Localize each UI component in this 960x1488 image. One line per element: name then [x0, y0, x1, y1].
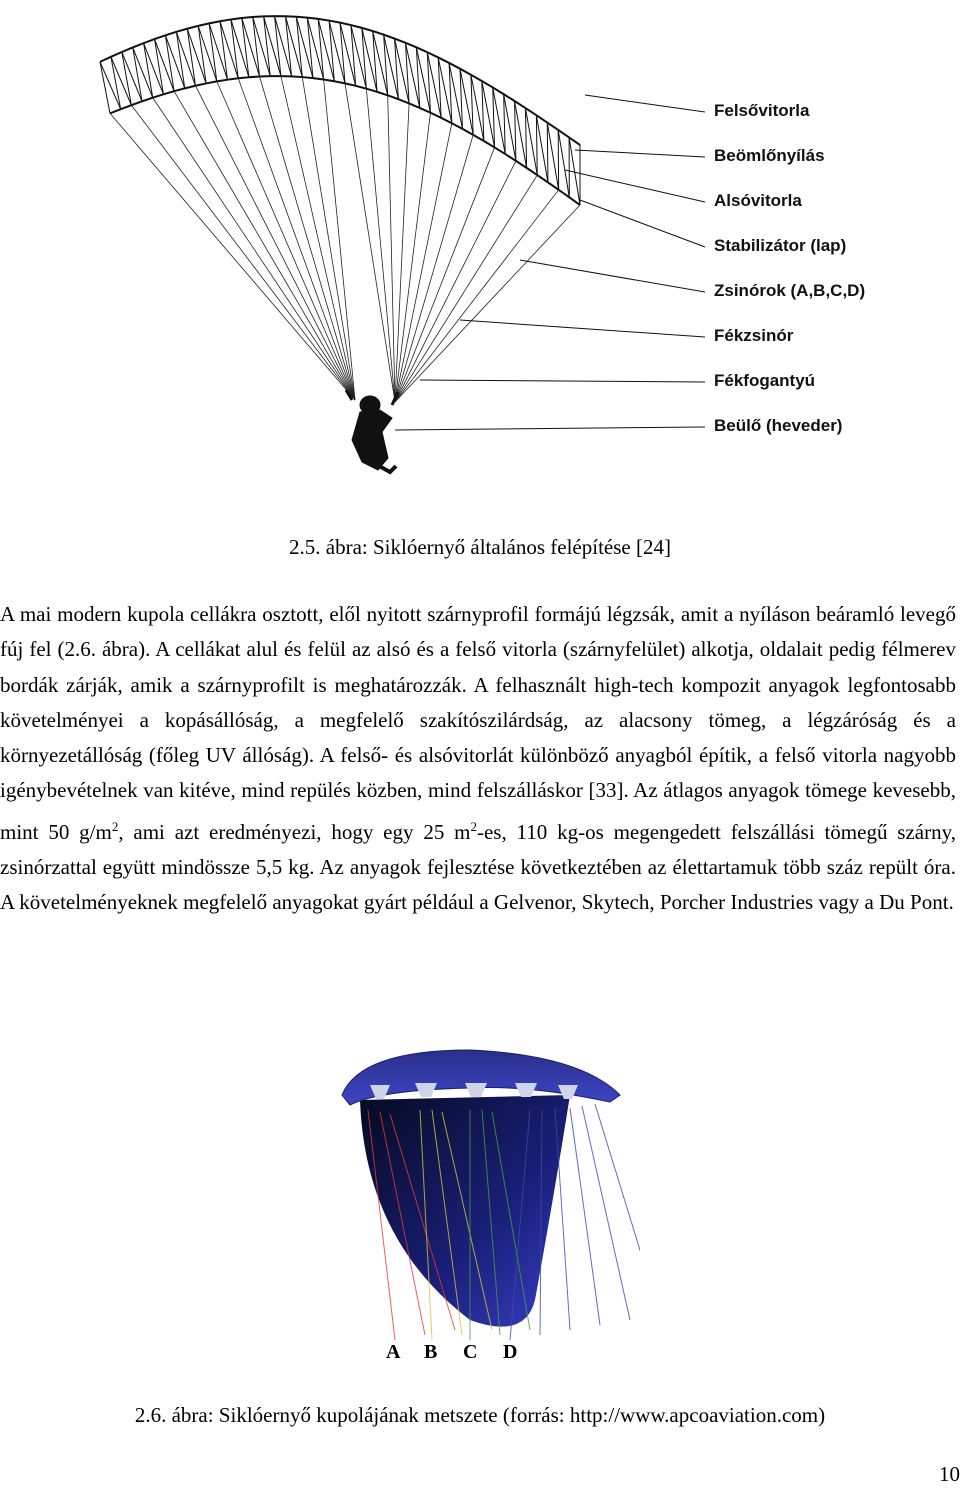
suspension-line [395, 161, 516, 402]
canopy-diagonal [187, 29, 206, 84]
label-felsovitorla: Felsővitorla [714, 101, 810, 120]
canopy-rib [100, 62, 110, 113]
suspension-line [195, 86, 355, 400]
canopy-diagonal [176, 32, 195, 86]
suspension-line [395, 175, 537, 402]
label-pointer [565, 170, 705, 202]
suspension-line [395, 190, 559, 402]
canopy-diagonal [558, 130, 569, 197]
canopy-rib [122, 52, 132, 105]
canopy-rib [231, 19, 238, 78]
canopy-rib [536, 115, 537, 175]
body-paragraph [0, 597, 956, 921]
canopy-diagonal [220, 21, 238, 78]
canopy-rib [144, 43, 153, 98]
suspension-line [395, 103, 409, 402]
suspension-line [238, 78, 355, 400]
superscript-1: 2 [111, 818, 119, 834]
canopy-diagonal [242, 18, 260, 76]
label-pointer [460, 320, 705, 337]
label-fekzsinor: Fékzsinór [714, 326, 794, 345]
label-beulo: Beülő (heveder) [714, 416, 843, 435]
figure1-caption: 2.5. ábra: Siklóernyő általános felépítése [24] [289, 535, 671, 559]
canopy-diagonal [515, 101, 527, 168]
canopy-diagonal [275, 16, 292, 76]
label-beomlonyilas: Beömlőnyílás [714, 146, 825, 165]
label-stabilizator: Stabilizátor (lap) [714, 236, 847, 255]
suspension-line [388, 95, 395, 402]
canopy-rib [111, 57, 121, 109]
canopy-rib [220, 21, 228, 79]
suspension-line [153, 98, 355, 400]
body-text-part1: A mai modern kupola cellákra osztott, elől nyitott szárnyprofil formájú légzsák, amit a nyíláson beáramló levegő fúj fel (2.6. ábra). A cellákat alul és felül az alsó és a felső vitorla (szárnyfelület) alkotja, oldalait pedig félmerev bordák zárják, amik a szárnyprofilt is meghatározzák. A felhasznált high-tech kompozit anyagok legfontosabb követelményei a kopásállóság, a megfelelő szakítószilárdság, az alacsony tömeg, a légzáróság és a környezetállóság (főleg UV állóság). A felső- és alsóvitorlát különböző anyagból építik, a felső vitorla nagyobb igénybevételnek van kitéve, mind repülés közben, mind felszálláskor [33]. Az átlagos anyagok tömege kevesebb, mint 50 g/m [0, 602, 956, 844]
suspension-line [395, 135, 473, 402]
label-alsovitorla: Alsóvitorla [714, 191, 802, 210]
canopy-diagonal [536, 115, 548, 182]
canopy-rib [547, 123, 548, 183]
page-number: 10 [939, 1462, 960, 1486]
suspension-line [260, 77, 355, 400]
suspension-line [302, 77, 355, 400]
label-pointer [420, 380, 705, 382]
canopy-rib [253, 17, 260, 76]
canopy-diagonal [547, 123, 558, 190]
canopy-line [570, 1108, 600, 1325]
body-text-part3: -es, 110 kg-os megengedett felszállási tömegű szárny, zsinórzattal együtt mindössze 5,5 kg. Az anyagok fejlesztése következtében az élettartamuk több száz repült óra. A követelményeknek megfelelő anyagokat gyárt például a Gelvenor, Skytech, Porcher Industries vagy a Du Pont. [0, 819, 956, 915]
suspension-line [324, 79, 355, 400]
suspension-line [395, 205, 580, 402]
line-letter-labels [386, 1341, 517, 1363]
canopy-cross-section-figure [320, 1040, 640, 1370]
canopy-rib [198, 26, 206, 84]
suspension-line [395, 123, 452, 402]
canopy-line [595, 1104, 640, 1315]
suspension-line [395, 147, 495, 402]
canopy-rib [275, 16, 281, 76]
canopy-diagonal [198, 26, 217, 82]
label-line-a: A [386, 1341, 401, 1363]
canopy-diagonal [165, 35, 184, 88]
canopy-diagonal [133, 47, 153, 97]
pilot-figure [346, 390, 398, 472]
label-pointer [520, 260, 705, 292]
label-pointer [575, 150, 705, 157]
canopy-rib [525, 108, 526, 168]
label-zsinorok: Zsinórok (A,B,C,D) [714, 281, 866, 300]
label-pointer-lines [395, 95, 705, 430]
canopy-rib [165, 35, 174, 91]
canopy-diagonal [155, 39, 175, 91]
label-line-d: D [503, 1341, 518, 1363]
canopy-rib [176, 32, 184, 89]
suspension-line [217, 81, 355, 400]
canopy-diagonal [100, 62, 121, 109]
canopy-rib [242, 18, 249, 77]
suspension-line [395, 113, 430, 402]
canopy-diagonal [144, 43, 164, 94]
canopy-diagonal [253, 17, 270, 76]
superscript-2: 2 [470, 818, 477, 834]
label-pointer [585, 95, 705, 112]
canopy-rib [155, 39, 164, 94]
canopy-rib [133, 47, 142, 101]
canopy-rib [264, 16, 271, 76]
label-fekfogantyu: Fékfogantyú [714, 371, 816, 390]
suspension-line [110, 113, 355, 400]
canopy-diagonal [209, 23, 227, 79]
label-line-b: B [424, 1341, 438, 1363]
canopy-diagonal [525, 108, 537, 175]
canopy-diagonal [231, 19, 249, 77]
canopy-diagonal [122, 52, 142, 101]
suspension-line [174, 91, 355, 400]
canopy-rib [187, 29, 195, 86]
canopy-diagonal [111, 57, 131, 105]
body-text-part2: , ami azt eredményezi, hogy egy 25 m [118, 819, 471, 844]
label-pointer [395, 427, 705, 430]
canopy-bottom-edge [110, 76, 580, 205]
canopy-rib [209, 23, 217, 81]
label-line-c: C [463, 1341, 478, 1363]
canopy-diagonal [264, 16, 281, 76]
label-pointer [580, 200, 705, 247]
figure2-caption: 2.6. ábra: Siklóernyő kupolájának metszete (forrás: http://www.apcoaviation.com) [134, 1403, 826, 1427]
